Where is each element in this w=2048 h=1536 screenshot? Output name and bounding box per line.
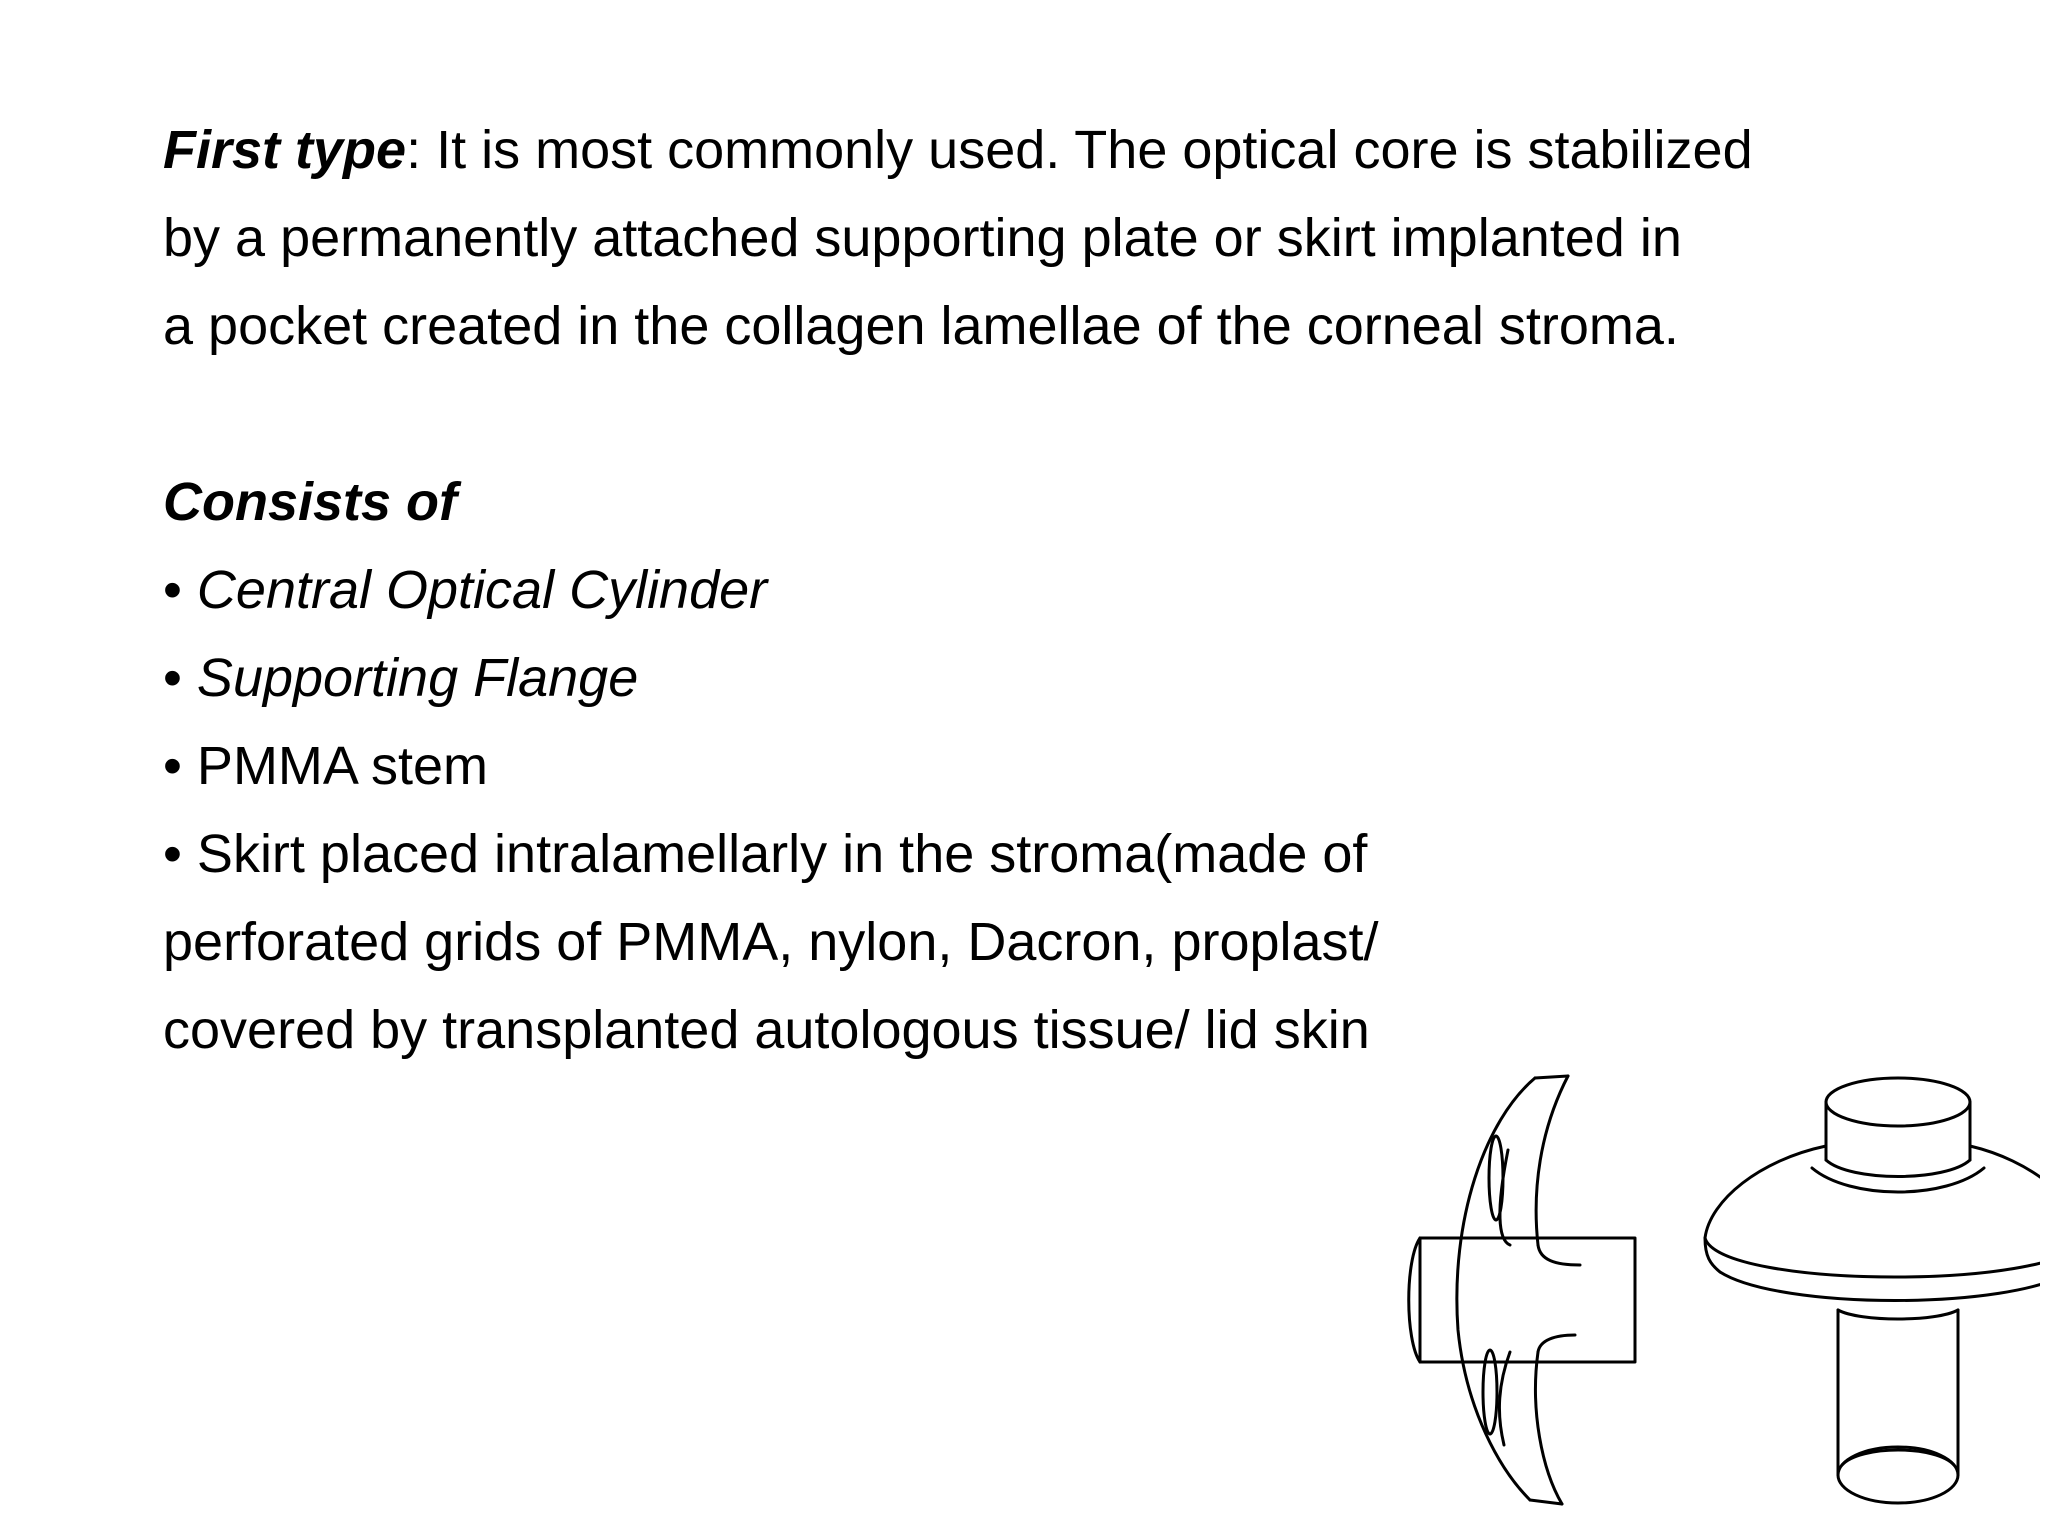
keratoprosthesis-perspective-view-icon: [1705, 1078, 2040, 1503]
list-item: [163, 722, 1803, 810]
list-item-text: Skirt placed intralamellarly in the stroma(made of: [196, 824, 1368, 884]
keratoprosthesis-illustration: [1380, 1060, 2040, 1520]
paragraph-line-1-text: It is most commonly used. The optical core is stabilized: [421, 120, 1753, 180]
bullet: •: [163, 824, 182, 884]
list-continuation-line: covered by transplanted autologous tissue/ lid skin: [163, 1000, 1370, 1060]
bullet: •: [163, 648, 182, 708]
blank-line: [163, 370, 1803, 458]
paragraph-line-1: [163, 106, 1803, 194]
bullet: •: [163, 736, 182, 796]
list-item: [163, 810, 1803, 898]
list-item-text: Central Optical Cylinder: [196, 560, 768, 620]
lead-term: First type: [163, 120, 407, 180]
paragraph-line-3: a pocket created in the collagen lamellae of the corneal stroma.: [163, 296, 1679, 356]
bullet: •: [163, 560, 182, 620]
list-item-text: PMMA stem: [196, 736, 488, 796]
list-item: [163, 546, 1803, 634]
text-content: [163, 106, 1803, 1074]
components-heading: Consists of: [163, 472, 458, 532]
keratoprosthesis-side-view-icon: [1409, 1076, 1635, 1504]
lead-separator: :: [406, 120, 422, 180]
list-item-text: Supporting Flange: [196, 648, 639, 708]
list-continuation-line: perforated grids of PMMA, nylon, Dacron, proplast/: [163, 912, 1379, 972]
list-item: [163, 634, 1803, 722]
paragraph-line-2: by a permanently attached supporting plate or skirt implanted in: [163, 208, 1682, 268]
keratoprosthesis-figure: [1380, 1060, 2040, 1520]
